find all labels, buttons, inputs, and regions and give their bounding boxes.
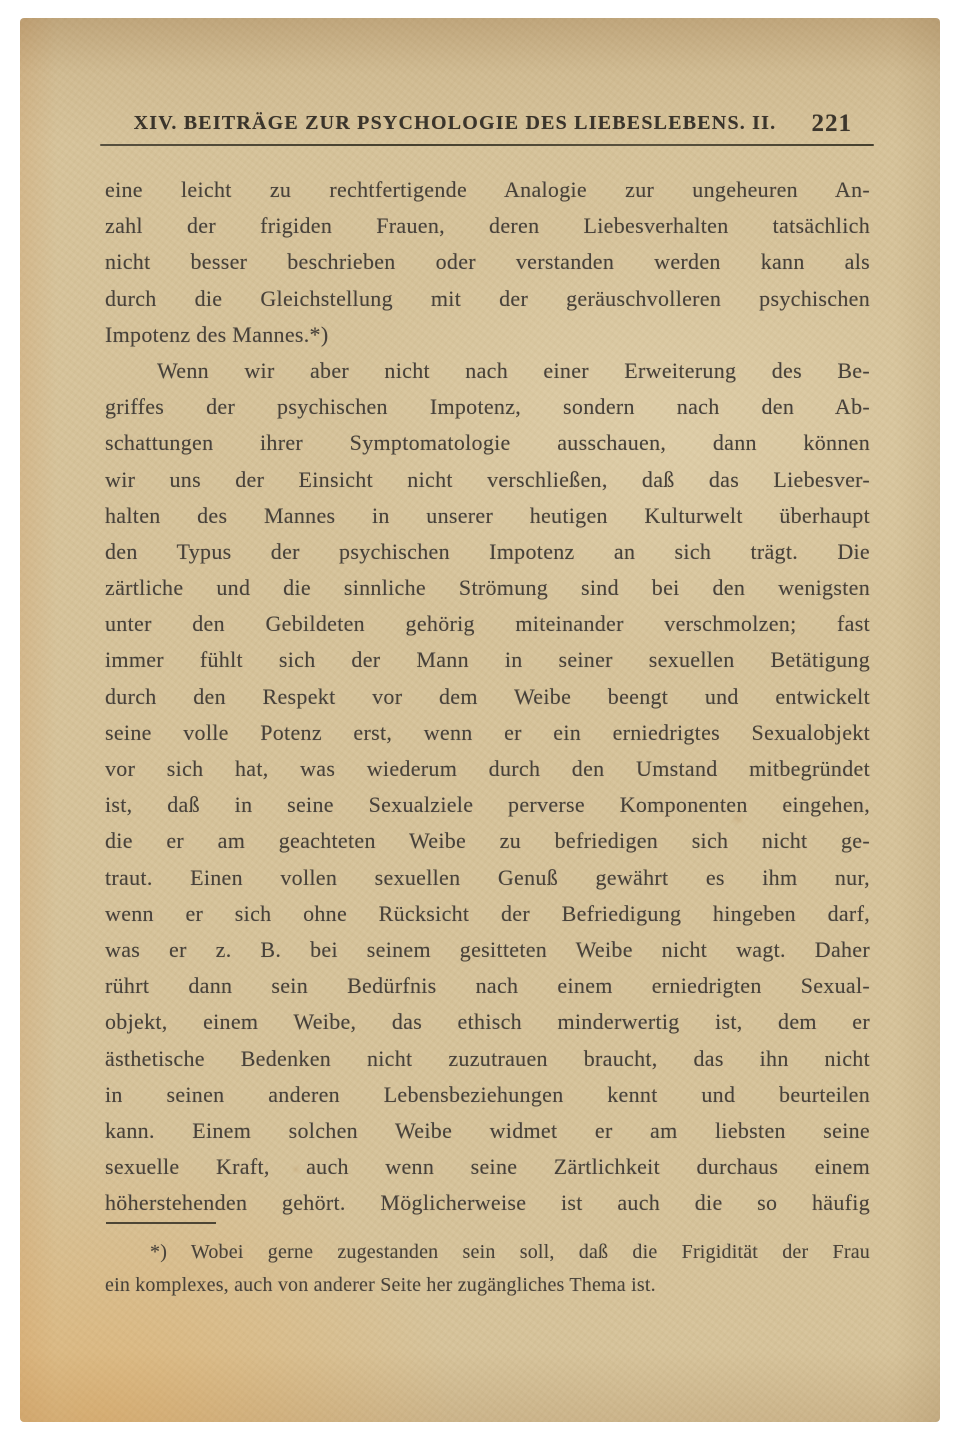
body-line: zahl der frigiden Frauen, deren Liebesverhalten tatsächlich (105, 213, 870, 239)
body-line: den Typus der psychischen Impotenz an sich trägt. Die (105, 538, 870, 564)
body-line: objekt, einem Weibe, das ethisch minderwertig ist, dem er (105, 1009, 870, 1035)
body-line: unter den Gebildeten gehörig miteinander verschmolzen; fast (105, 611, 870, 637)
body-line: traut. Einen vollen sexuellen Genuß gewährt es ihm nur, (105, 864, 870, 890)
header-divider-rule (100, 144, 874, 146)
body-line: die er am geachteten Weibe zu befriedigen sich nicht ge- (105, 828, 870, 854)
body-line: halten des Mannes in unserer heutigen Kulturwelt überhaupt (105, 502, 870, 528)
body-line: vor sich hat, was wiederum durch den Umstand mitbegründet (105, 756, 870, 781)
body-line: seine volle Potenz erst, wenn er ein erniedrigtes Sexualobjekt (105, 719, 870, 745)
footnote-line: ein komplexes, auch von anderer Seite her zugängliches Thema ist. (105, 1274, 656, 1296)
body-line: kann. Einem solchen Weibe widmet er am liebsten seine (105, 1117, 870, 1143)
paper-sheet (20, 18, 940, 1422)
body-line: ästhetische Bedenken nicht zuzutrauen braucht, das ihn nicht (105, 1045, 870, 1071)
body-line: wenn er sich ohne Rücksicht der Befriedigung hingeben darf, (105, 900, 870, 926)
footnote (105, 1236, 870, 1302)
body-line: ist, daß in seine Sexualziele perverse Komponenten eingehen, (105, 792, 870, 818)
body-line: schattungen ihrer Symptomatologie ausschauen, dann können (105, 430, 870, 456)
body-line: immer fühlt sich der Mann in seiner sexuellen Betätigung (105, 647, 870, 673)
body-line: wir uns der Einsicht nicht verschließen, daß das Liebesver- (105, 466, 870, 492)
body-line: höherstehenden gehört. Möglicherweise ist auch die so häufig (105, 1190, 870, 1216)
running-header-title: XIV. BEITRÄGE ZUR PSYCHOLOGIE DES LIEBESLEBENS. II. (133, 112, 777, 134)
footnote-separator-rule (106, 1222, 216, 1224)
page-number: 221 (811, 110, 852, 137)
body-line: durch die Gleichstellung mit der geräuschvolleren psychischen (105, 285, 870, 311)
footnote-line: *) Wobei gerne zugestanden sein soll, daß die Frigidität der Frau (150, 1241, 870, 1263)
body-line: rührt dann sein Bedürfnis nach einem erniedrigten Sexual- (105, 973, 870, 999)
body-text (105, 172, 870, 1221)
body-line: Wenn wir aber nicht nach einer Erweiterung des Be- (157, 357, 870, 383)
body-line: nicht besser beschrieben oder verstanden werden kann als (105, 249, 870, 275)
body-line: Impotenz des Mannes.*) (105, 321, 329, 347)
body-line: durch den Respekt vor dem Weibe beengt und entwickelt (105, 683, 870, 709)
body-line: griffes der psychischen Impotenz, sondern nach den Ab- (105, 394, 870, 420)
body-line: eine leicht zu rechtfertigende Analogie zur ungeheuren An- (105, 177, 870, 202)
body-line: zärtliche und die sinnliche Strömung sind bei den wenigsten (105, 575, 870, 601)
body-line: was er z. B. bei seinem gesitteten Weibe nicht wagt. Daher (105, 936, 870, 962)
body-line: sexuelle Kraft, auch wenn seine Zärtlichkeit durchaus einem (105, 1154, 870, 1180)
body-line: in seinen anderen Lebensbeziehungen kennt und beurteilen (105, 1081, 870, 1107)
running-header (105, 110, 870, 142)
